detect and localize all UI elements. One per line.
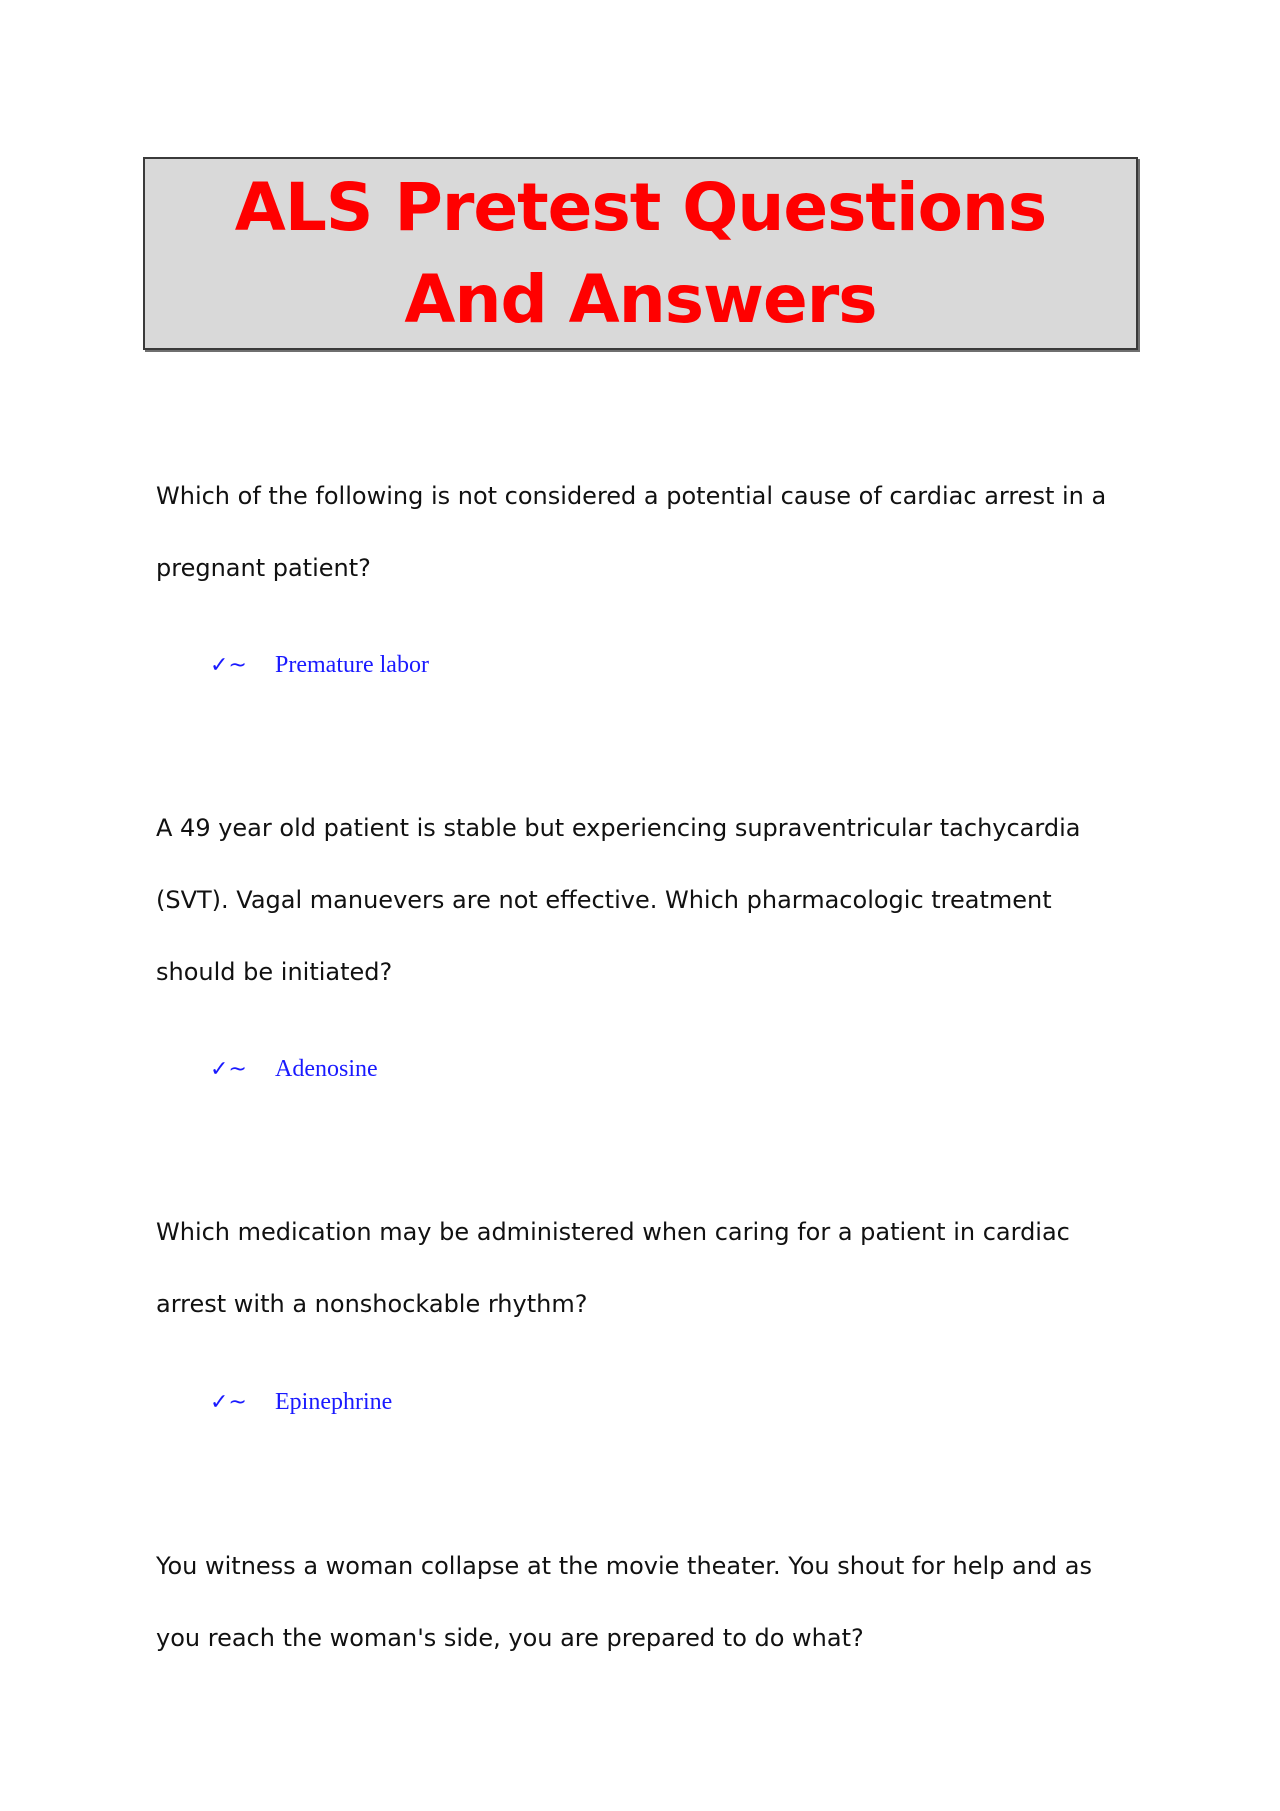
question-4 — [156, 1530, 1136, 1674]
question-text: Which medication may be administered when caring for a patient in cardiac arrest with a nonshockable rhythm? — [156, 1218, 1070, 1318]
checkmark-icon: ✓~ — [210, 1057, 247, 1082]
question-3 — [156, 1196, 1136, 1340]
answer-text: Premature labor — [275, 652, 429, 678]
document-title: ALS Pretest Questions And Answers — [234, 168, 1047, 338]
checkmark-icon: ✓~ — [210, 1390, 247, 1415]
answer-3 — [210, 1389, 392, 1416]
answer-1 — [210, 652, 429, 679]
question-text: A 49 year old patient is stable but experiencing supraventricular tachycardia (SVT). Vagal manuevers are not effective. Which pharmacologic treatment should be initiated? — [156, 814, 1081, 986]
answer-text: Adenosine — [275, 1056, 378, 1082]
question-1 — [156, 460, 1136, 604]
question-text: Which of the following is not considered a potential cause of cardiac arrest in a pregnant patient? — [156, 482, 1107, 582]
answer-2 — [210, 1056, 378, 1083]
question-text: You witness a woman collapse at the movie theater. You shout for help and as you reach the woman's side, you are prepared to do what? — [156, 1552, 1092, 1652]
title-box — [143, 157, 1138, 350]
answer-text: Epinephrine — [275, 1389, 393, 1415]
checkmark-icon: ✓~ — [210, 653, 247, 678]
question-2 — [156, 792, 1136, 1008]
